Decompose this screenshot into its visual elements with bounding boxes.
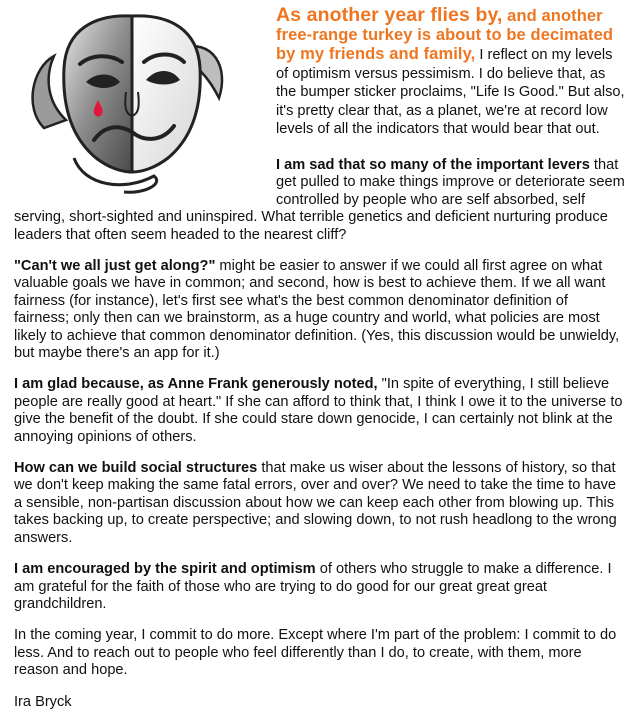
paragraph-commitment [14,627,626,679]
paragraph-body: might be easier to answer if we could all first agree on what valuable goals we have in common; and second, how is best to achieve them. If we all want fairness (for instance), let's first see what's the best common denominator definition of fairness; only then can we brainstorm, as a huge country and world, what policies are most likely to achieve that common denominator definition. (Yes, this discussion would be unwieldy, but maybe there's an app for it.) [14,258,620,362]
intro-body: I reflect on my levels of optimism versus pessimism. I do believe that, as the bumper sticker proclaims, "Life Is Good." But also, it's pretty clear that, as a planet, we're at record low levels of all the indicators that would bear that out. [276,47,625,138]
paragraph-get-along [14,258,626,362]
signature: Ira Bryck [14,693,72,710]
paragraph-body: In the coming year, I commit to do more. Except where I'm part of the problem: I commit to do less. And to reach out to people who feel differently than I do, to create, with them, more reason and hope. [14,627,617,679]
paragraph-lead: I am sad that so many of the important levers [276,156,590,173]
intro-heading-rest: and another free-range turkey is about to be decimated by my friends and family, [276,7,614,63]
paragraph-encouraged [14,561,626,613]
paragraph-lead: How can we build social structures [14,460,258,477]
paragraph-lead: I am encouraged by the spirit and optimism [14,561,316,578]
paragraph-lead: I am glad because, as Anne Frank generously noted, [14,376,378,393]
paragraph-social-structures [14,460,626,547]
paragraph-body: that make us wiser about the lessons of history, so that we don't keep making the same fatal errors, over and over? We need to take the time to have a sensible, non-partisan discussion about how we can keep each other from blowing up. This takes backing up, to create perspective; and slowing down, to not rush headlong to the wrong answers. [14,460,617,546]
comedy-tragedy-mask-icon [14,8,276,194]
paragraph-body: of others who struggle to make a difference. I am grateful for the faith of those who are trying to do good for our great great great grandchildren. [14,561,612,612]
letter-page [14,6,626,711]
paragraph-body: "In spite of everything, I still believe people are really good at heart." If she can afford to think that, I think I owe it to the universe to give the benefit of the doubt. If she could stare down genocide, I can certainly not blink at the annoying opinions of others. [14,376,623,445]
paragraph-body: that get pulled to make things improve or deteriorate seem controlled by people who are self absorbed, self serving, short-sighted and uninspired. What terrible genetics and deficient nurturing produce leaders that often seem headed to the nearest cliff? [14,156,625,243]
paragraph-glad [14,376,626,446]
intro-heading-big: As another year flies by, [276,4,503,26]
paragraph-lead: "Can't we all just get along?" [14,258,216,274]
